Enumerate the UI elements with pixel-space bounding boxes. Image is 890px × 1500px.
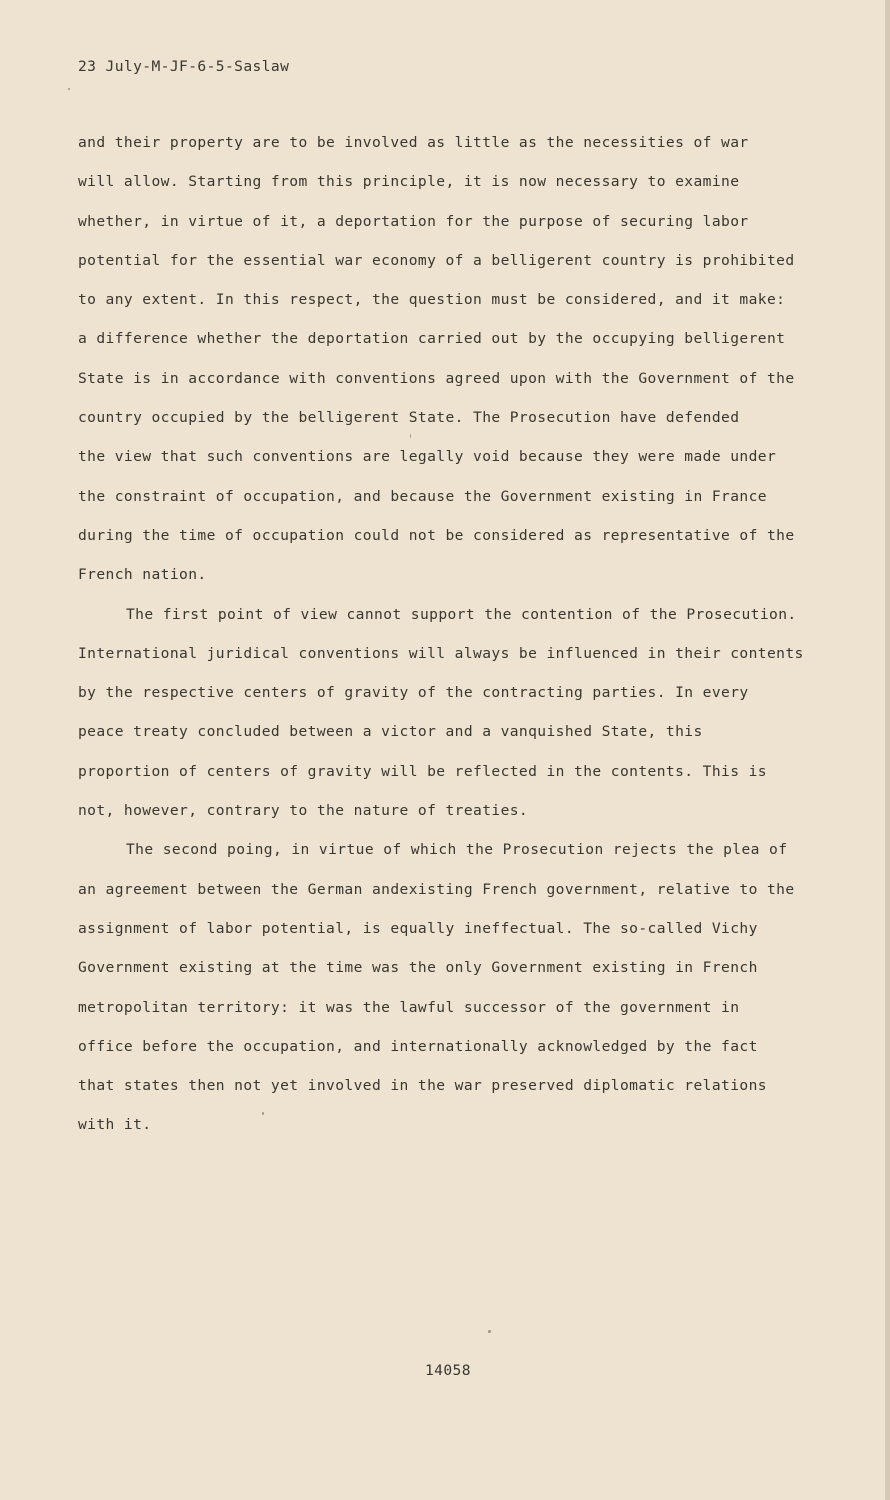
body-line: that states then not yet involved in the war preserved diplomatic relations [78,1077,767,1095]
body-line: an agreement between the German andexisting French government, relative to the [78,880,795,898]
body-line: by the respective centers of gravity of the contracting parties. In every [78,684,749,702]
body-line: not, however, contrary to the nature of treaties. [78,802,529,820]
body-line: Government existing at the time was the only Government existing in French [78,959,758,977]
body-line: potential for the essential war economy of a belligerent country is prohibited [78,251,795,269]
paper-speck [68,88,70,90]
body-line: metropolitan territory: it was the lawful successor of the government in [78,998,740,1016]
document-header: 23 July-M-JF-6-5-Saslaw [78,58,290,75]
document-body [78,130,868,1152]
body-line-indented: The first point of view cannot support the contention of the Prosecution. [126,605,797,623]
paper-speck [410,434,411,438]
body-line: to any extent. In this respect, the question must be considered, and it make: [78,291,786,309]
paper-edge [885,0,890,1500]
page-number: 14058 [425,1362,471,1379]
body-line-indented: The second poing, in virtue of which the Prosecution rejects the plea of [126,841,788,859]
body-line: assignment of labor potential, is equally ineffectual. The so-called Vichy [78,919,758,937]
body-line: with it. [78,1116,152,1134]
body-line: and their property are to be involved as little as the necessities of war [78,134,749,151]
body-line: will allow. Starting from this principle, it is now necessary to examine [78,173,740,191]
body-line: International juridical conventions will always be influenced in their contents [78,644,804,662]
body-line: peace treaty concluded between a victor and a vanquished State, this [78,723,703,741]
body-line: the view that such conventions are legally void because they were made under [78,448,777,466]
body-line: a difference whether the deportation carried out by the occupying belligerent [78,330,786,348]
body-line: the constraint of occupation, and because the Government existing in France [78,487,767,505]
body-line: State is in accordance with conventions agreed upon with the Government of the [78,369,795,387]
body-line: country occupied by the belligerent State. The Prosecution have defended [78,409,740,427]
body-line: during the time of occupation could not be considered as representative of the [78,526,795,544]
body-line: French nation. [78,566,207,584]
body-line: proportion of centers of gravity will be reflected in the contents. This is [78,762,767,780]
paper-speck [262,1112,264,1115]
paper-speck [488,1330,491,1333]
body-line: whether, in virtue of it, a deportation for the purpose of securing labor [78,212,749,230]
body-line: office before the occupation, and internationally acknowledged by the fact [78,1037,758,1055]
